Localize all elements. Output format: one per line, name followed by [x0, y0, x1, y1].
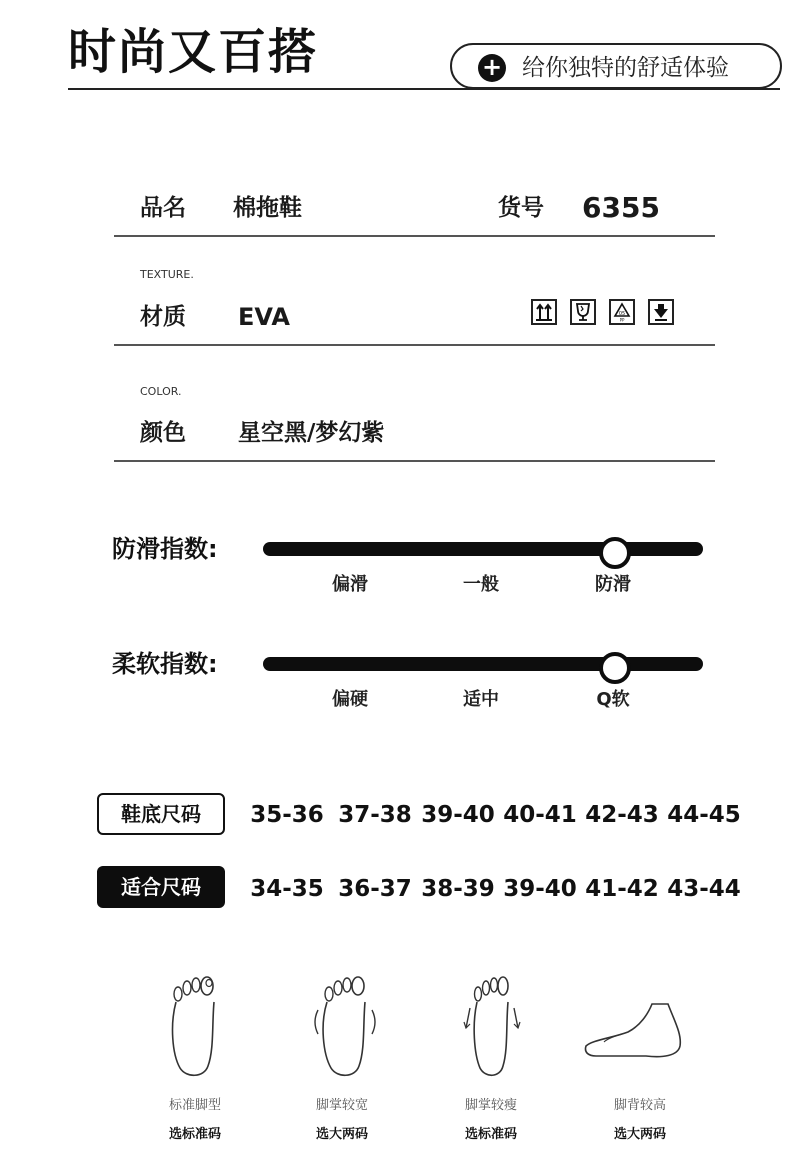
softness-scale-mid: 适中 [463, 689, 499, 710]
sku-label: 货号 [498, 195, 544, 221]
material-value: EVA [238, 303, 290, 331]
softness-label: 柔软指数: [112, 650, 218, 678]
sole-size-value: 37-38 [338, 802, 412, 828]
recycle-icon [609, 299, 635, 325]
fit-size-value: 36-37 [338, 876, 412, 902]
sole-size-value: 35-36 [250, 802, 324, 828]
fragile-icon [570, 299, 596, 325]
spec-divider [114, 235, 715, 237]
this-way-up-icon [531, 299, 557, 325]
anti-slip-scale-mid: 一般 [463, 574, 499, 595]
page-title: 时尚又百搭 [68, 24, 319, 80]
foot-type-caption: 脚背较高 [613, 1098, 666, 1113]
anti-slip-label: 防滑指数: [112, 535, 218, 563]
fit-size-value: 34-35 [250, 876, 324, 902]
standard-foot-icon [162, 972, 226, 1084]
foot-type-caption: 脚掌较宽 [315, 1098, 368, 1113]
front-arrow-icon [648, 299, 674, 325]
sku-value: 6355 [582, 191, 660, 224]
spec-divider [114, 460, 715, 462]
anti-slip-knob [599, 537, 631, 569]
product-name-value: 棉拖鞋 [233, 195, 302, 221]
fit-size-value: 39-40 [503, 876, 577, 902]
color-tag: COLOR. [140, 385, 182, 398]
foot-type-advice: 选标准码 [168, 1127, 221, 1142]
plus-icon: + [478, 54, 506, 82]
softness-knob [599, 652, 631, 684]
anti-slip-track [263, 542, 703, 556]
sole-size-value: 44-45 [667, 802, 741, 828]
sole-size-label: 鞋底尺码 [97, 793, 225, 835]
color-label: 颜色 [140, 420, 186, 446]
thin-foot-icon [460, 972, 524, 1084]
anti-slip-scale-low: 偏滑 [332, 574, 368, 595]
material-label: 材质 [140, 304, 186, 330]
feature-badge-text: 给你独特的舒适体验 [522, 55, 729, 81]
svg-text:PP: PP [619, 317, 625, 323]
softness-scale-low: 偏硬 [332, 689, 368, 710]
texture-tag: TEXTURE. [140, 268, 194, 281]
sole-size-value: 42-43 [585, 802, 659, 828]
foot-type-caption: 标准脚型 [168, 1098, 221, 1113]
color-value: 星空黑/梦幻紫 [238, 420, 385, 446]
svg-text:05: 05 [618, 311, 626, 317]
high-arch-foot-icon [582, 1000, 686, 1068]
foot-type-advice: 选大两码 [613, 1127, 666, 1142]
foot-type-caption: 脚掌较瘦 [464, 1098, 517, 1113]
spec-divider [114, 344, 715, 346]
softness-scale-high: Q软 [596, 689, 630, 710]
foot-type-advice: 选标准码 [464, 1127, 517, 1142]
softness-track [263, 657, 703, 671]
fit-size-value: 43-44 [667, 876, 741, 902]
wide-foot-icon [310, 972, 380, 1084]
foot-type-advice: 选大两码 [315, 1127, 368, 1142]
fit-size-value: 41-42 [585, 876, 659, 902]
anti-slip-scale-high: 防滑 [595, 574, 631, 595]
sole-size-value: 39-40 [421, 802, 495, 828]
product-name-label: 品名 [140, 195, 186, 221]
sole-size-value: 40-41 [503, 802, 577, 828]
fit-size-value: 38-39 [421, 876, 495, 902]
fit-size-label: 适合尺码 [97, 866, 225, 908]
